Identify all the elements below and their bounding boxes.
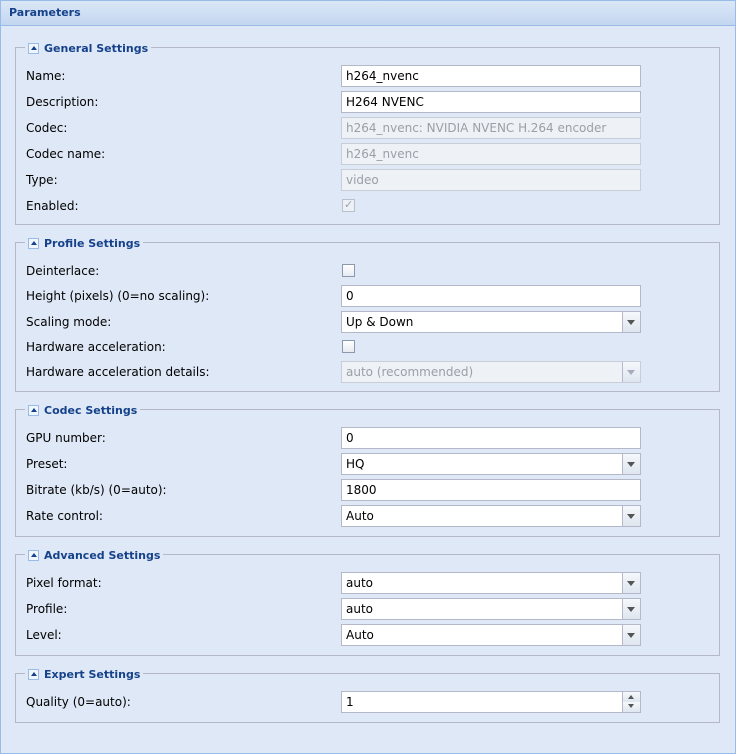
general-settings-legend[interactable] xyxy=(25,40,151,56)
hwaccel-label: Hardware acceleration: xyxy=(26,340,166,354)
pixel-format-label: Pixel format: xyxy=(26,576,102,590)
hwaccel-details-select xyxy=(341,361,641,383)
name-input[interactable]: h264_nvenc xyxy=(341,65,641,87)
codec-name-input: h264_nvenc xyxy=(341,143,641,165)
scaling-mode-value: Up & Down xyxy=(346,315,414,329)
preset-row xyxy=(26,453,719,475)
profile-settings-section xyxy=(15,236,720,392)
expert-settings-title: Expert Settings xyxy=(44,667,141,681)
description-row xyxy=(26,91,719,113)
chevron-down-icon[interactable] xyxy=(622,454,640,474)
expert-settings-legend[interactable] xyxy=(25,666,143,682)
advanced-settings-section xyxy=(15,548,720,656)
profile-label: Profile: xyxy=(26,602,68,616)
collapse-icon[interactable] xyxy=(28,43,39,54)
checkmark-icon: ✓ xyxy=(344,198,354,211)
hwaccel-details-value: auto (recommended) xyxy=(346,365,474,379)
collapse-icon[interactable] xyxy=(28,238,39,249)
enabled-row xyxy=(26,195,719,217)
bitrate-label: Bitrate (kb/s) (0=auto): xyxy=(26,483,167,497)
level-row xyxy=(26,624,719,646)
advanced-settings-title: Advanced Settings xyxy=(44,548,161,562)
quality-row xyxy=(26,691,719,713)
level-select[interactable] xyxy=(341,624,641,646)
name-row xyxy=(26,65,719,87)
description-label: Description: xyxy=(26,95,99,109)
profile-settings-legend[interactable] xyxy=(25,235,143,251)
profile-row xyxy=(26,598,719,620)
name-label: Name: xyxy=(26,69,66,83)
scaling-mode-row xyxy=(26,311,719,333)
general-settings-title: General Settings xyxy=(44,41,149,55)
height-label: Height (pixels) (0=no scaling): xyxy=(26,289,210,303)
profile-select[interactable] xyxy=(341,598,641,620)
height-input[interactable]: 0 xyxy=(341,285,641,307)
codec-settings-title: Codec Settings xyxy=(44,403,138,417)
codec-input: h264_nvenc: NVIDIA NVENC H.264 encoder xyxy=(341,117,641,139)
type-row xyxy=(26,169,719,191)
chevron-down-icon[interactable] xyxy=(622,599,640,619)
panel-title: Parameters xyxy=(1,1,735,26)
height-row xyxy=(26,285,719,307)
description-input[interactable]: H264 NVENC xyxy=(341,91,641,113)
pixel-format-select[interactable] xyxy=(341,572,641,594)
quality-value: 1 xyxy=(346,695,354,709)
hwaccel-details-label: Hardware acceleration details: xyxy=(26,365,210,379)
general-settings-section xyxy=(15,41,720,225)
codec-name-row xyxy=(26,143,719,165)
codec-row xyxy=(26,117,719,139)
profile-settings-title: Profile Settings xyxy=(44,236,141,250)
enabled-checkbox xyxy=(342,199,355,212)
codec-settings-section xyxy=(15,403,720,537)
codec-name-label: Codec name: xyxy=(26,147,106,161)
scaling-mode-select[interactable] xyxy=(341,311,641,333)
level-label: Level: xyxy=(26,628,62,642)
spinner-down-icon[interactable] xyxy=(622,702,640,712)
type-input: video xyxy=(341,169,641,191)
chevron-down-icon xyxy=(622,362,640,382)
pixel-format-row xyxy=(26,572,719,594)
gpu-label: GPU number: xyxy=(26,431,106,445)
rate-control-row xyxy=(26,505,719,527)
gpu-input[interactable]: 0 xyxy=(341,427,641,449)
hwaccel-checkbox[interactable] xyxy=(342,340,355,353)
deinterlace-row xyxy=(26,260,719,282)
bitrate-input[interactable]: 1800 xyxy=(341,479,641,501)
preset-select[interactable] xyxy=(341,453,641,475)
advanced-settings-legend[interactable] xyxy=(25,547,163,563)
rate-control-value: Auto xyxy=(346,509,374,523)
gpu-row xyxy=(26,427,719,449)
type-label: Type: xyxy=(26,173,58,187)
deinterlace-label: Deinterlace: xyxy=(26,264,100,278)
chevron-down-icon[interactable] xyxy=(622,573,640,593)
chevron-down-icon[interactable] xyxy=(622,506,640,526)
chevron-down-icon[interactable] xyxy=(622,312,640,332)
collapse-icon[interactable] xyxy=(28,550,39,561)
chevron-down-icon[interactable] xyxy=(622,625,640,645)
level-value: Auto xyxy=(346,628,374,642)
preset-label: Preset: xyxy=(26,457,68,471)
quality-spinner[interactable] xyxy=(341,691,641,713)
quality-label: Quality (0=auto): xyxy=(26,695,131,709)
hwaccel-details-row xyxy=(26,361,719,383)
profile-value: auto xyxy=(346,602,374,616)
expert-settings-section xyxy=(15,667,720,723)
codec-label: Codec: xyxy=(26,121,68,135)
hwaccel-row xyxy=(26,336,719,358)
enabled-label: Enabled: xyxy=(26,199,79,213)
codec-settings-legend[interactable] xyxy=(25,402,140,418)
bitrate-row xyxy=(26,479,719,501)
rate-control-select[interactable] xyxy=(341,505,641,527)
collapse-icon[interactable] xyxy=(28,405,39,416)
collapse-icon[interactable] xyxy=(28,669,39,680)
scaling-mode-label: Scaling mode: xyxy=(26,315,112,329)
preset-value: HQ xyxy=(346,457,365,471)
pixel-format-value: auto xyxy=(346,576,374,590)
deinterlace-checkbox[interactable] xyxy=(342,264,355,277)
rate-control-label: Rate control: xyxy=(26,509,103,523)
